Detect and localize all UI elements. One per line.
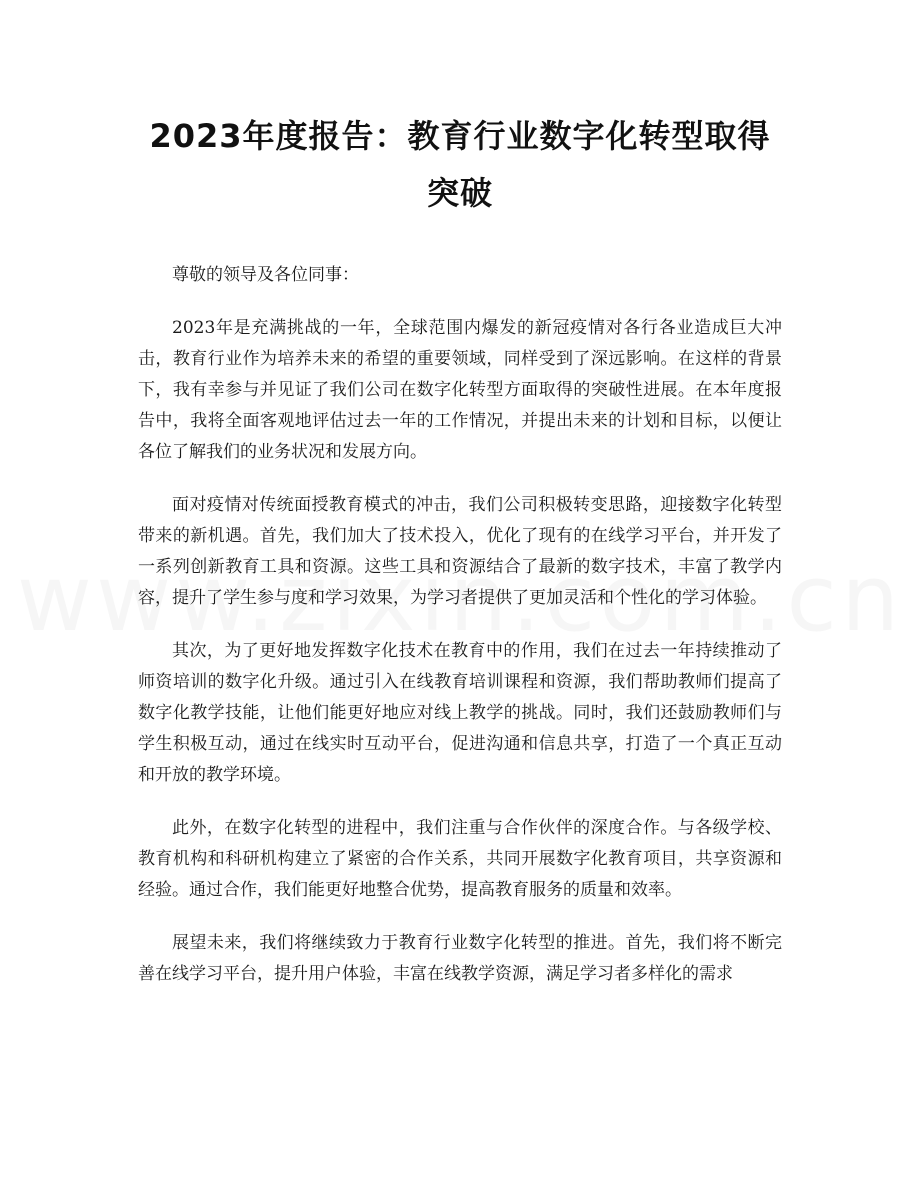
paragraph-outlook: 展望未来，我们将继续致力于教育行业数字化转型的推进。首先，我们将不断完善在线学习平台，提升用户体验，丰富在线教学资源，满足学习者多样化的需求: [138, 933, 782, 984]
paragraph-teacher-training: 其次，为了更好地发挥数字化技术在教育中的作用，我们在过去一年持续推动了师资培训的数字化升级。通过引入在线教育培训课程和资源，我们帮助教师们提高了数字化教学技能，让他们能更好地应对线上教学的挑战。同时，我们还鼓励教师们与学生积极互动，通过在线实时互动平台，促进沟通和信息共享，打造了一个真正互动和开放的教学环境。: [138, 641, 782, 785]
paragraph-intro: 2023年是充满挑战的一年，全球范围内爆发的新冠疫情对各行各业造成巨大冲击，教育行业作为培养未来的希望的重要领域，同样受到了深远影响。在这样的背景下，我有幸参与并见证了我们公司在数字化转型方面取得的突破性进展。在本年度报告中，我将全面客观地评估过去一年的工作情况，并提出未来的计划和目标，以便让各位了解我们的业务状况和发展方向。: [138, 318, 782, 462]
paragraph-technology: 面对疫情对传统面授教育模式的冲击，我们公司积极转变思路，迎接数字化转型带来的新机遇。首先，我们加大了技术投入，优化了现有的在线学习平台，并开发了一系列创新教育工具和资源。这些工具和资源结合了最新的数字技术，丰富了教学内容，提升了学生参与度和学习效果，为学习者提供了更加灵活和个性化的学习体验。: [138, 495, 782, 608]
paragraph-partnership: 此外，在数字化转型的进程中，我们注重与合作伙伴的深度合作。与各级学校、教育机构和科研机构建立了紧密的合作关系，共同开展数字化教育项目，共享资源和经验。通过合作，我们能更好地整合优势，提高教育服务的质量和效率。: [138, 818, 782, 900]
document-title: 2023年度报告：教育行业数字化转型取得突破: [149, 117, 771, 212]
document-body: [138, 260, 782, 990]
greeting-line: 尊敬的领导及各位同事：: [172, 265, 359, 285]
